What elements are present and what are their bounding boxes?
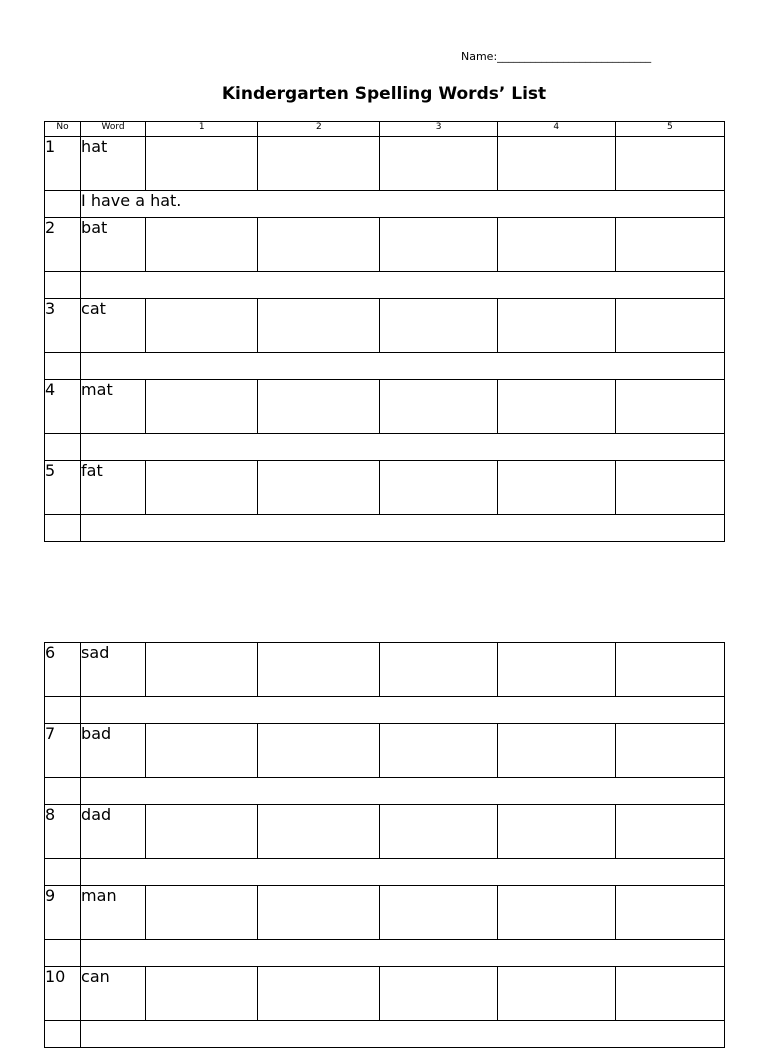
sentence-row [45, 515, 725, 542]
sentence-row [45, 434, 725, 461]
practice-box-4[interactable] [497, 643, 615, 697]
practice-box-3[interactable] [380, 461, 497, 515]
practice-box-4[interactable] [497, 299, 615, 353]
sentence-cell[interactable] [81, 940, 725, 967]
header-practice-5: 5 [615, 122, 724, 137]
sentence-number-cell [45, 191, 81, 218]
spelling-word: fat [81, 461, 146, 515]
sentence-cell[interactable]: I have a hat. [81, 191, 725, 218]
word-number: 9 [45, 886, 81, 940]
practice-box-5[interactable] [615, 724, 724, 778]
sentence-row [45, 1021, 725, 1048]
word-number: 7 [45, 724, 81, 778]
practice-box-2[interactable] [258, 967, 380, 1021]
practice-box-3[interactable] [380, 805, 497, 859]
practice-box-4[interactable] [497, 137, 615, 191]
word-number: 3 [45, 299, 81, 353]
practice-box-2[interactable] [258, 299, 380, 353]
word-row [45, 137, 725, 191]
practice-box-4[interactable] [497, 886, 615, 940]
word-row [45, 967, 725, 1021]
sentence-number-cell [45, 272, 81, 299]
sentence-cell[interactable] [81, 272, 725, 299]
word-number: 6 [45, 643, 81, 697]
practice-box-5[interactable] [615, 461, 724, 515]
name-field-label: Name:____________________________ [461, 50, 652, 63]
practice-box-1[interactable] [146, 805, 258, 859]
practice-box-5[interactable] [615, 643, 724, 697]
spelling-word: man [81, 886, 146, 940]
practice-box-4[interactable] [497, 461, 615, 515]
word-number: 1 [45, 137, 81, 191]
header-practice-4: 4 [497, 122, 615, 137]
practice-box-4[interactable] [497, 967, 615, 1021]
word-number: 2 [45, 218, 81, 272]
header-practice-1: 1 [146, 122, 258, 137]
spelling-word: hat [81, 137, 146, 191]
sentence-number-cell [45, 859, 81, 886]
practice-box-3[interactable] [380, 886, 497, 940]
table-header-row [45, 122, 725, 137]
practice-box-2[interactable] [258, 886, 380, 940]
practice-box-3[interactable] [380, 218, 497, 272]
practice-box-5[interactable] [615, 886, 724, 940]
sentence-cell[interactable] [81, 697, 725, 724]
spelling-table-1 [44, 121, 725, 542]
practice-box-1[interactable] [146, 724, 258, 778]
header-word: Word [81, 122, 146, 137]
practice-box-2[interactable] [258, 218, 380, 272]
sentence-cell[interactable] [81, 859, 725, 886]
practice-box-5[interactable] [615, 380, 724, 434]
practice-box-3[interactable] [380, 380, 497, 434]
spelling-word: bat [81, 218, 146, 272]
spelling-word: bad [81, 724, 146, 778]
sentence-number-cell [45, 434, 81, 461]
spelling-word: can [81, 967, 146, 1021]
sentence-row [45, 697, 725, 724]
word-row [45, 805, 725, 859]
practice-box-2[interactable] [258, 643, 380, 697]
practice-box-1[interactable] [146, 380, 258, 434]
word-row [45, 380, 725, 434]
header-practice-3: 3 [380, 122, 497, 137]
page-title: Kindergarten Spelling Words’ List [221, 84, 547, 104]
sentence-number-cell [45, 940, 81, 967]
sentence-row [45, 353, 725, 380]
word-row [45, 299, 725, 353]
word-row [45, 461, 725, 515]
sentence-number-cell [45, 515, 81, 542]
word-row [45, 724, 725, 778]
sentence-cell[interactable] [81, 515, 725, 542]
practice-box-5[interactable] [615, 137, 724, 191]
practice-box-2[interactable] [258, 380, 380, 434]
practice-box-2[interactable] [258, 805, 380, 859]
sentence-row [45, 778, 725, 805]
practice-box-5[interactable] [615, 218, 724, 272]
word-row [45, 218, 725, 272]
practice-box-3[interactable] [380, 137, 497, 191]
practice-box-1[interactable] [146, 461, 258, 515]
spelling-word: dad [81, 805, 146, 859]
spelling-word: sad [81, 643, 146, 697]
practice-box-4[interactable] [497, 724, 615, 778]
sentence-cell[interactable] [81, 1021, 725, 1048]
sentence-cell[interactable] [81, 353, 725, 380]
spelling-table-2 [44, 642, 725, 1048]
practice-box-3[interactable] [380, 967, 497, 1021]
practice-box-5[interactable] [615, 299, 724, 353]
practice-box-2[interactable] [258, 461, 380, 515]
practice-box-5[interactable] [615, 805, 724, 859]
header-no: No [45, 122, 81, 137]
table-body-1 [45, 137, 725, 542]
sentence-row [45, 940, 725, 967]
word-number: 10 [45, 967, 81, 1021]
sentence-number-cell [45, 697, 81, 724]
sentence-number-cell [45, 353, 81, 380]
practice-box-2[interactable] [258, 137, 380, 191]
word-number: 4 [45, 380, 81, 434]
word-row [45, 643, 725, 697]
sentence-number-cell [45, 1021, 81, 1048]
practice-box-1[interactable] [146, 218, 258, 272]
practice-box-1[interactable] [146, 137, 258, 191]
sentence-row [45, 272, 725, 299]
table-body-2 [45, 643, 725, 1048]
sentence-number-cell [45, 778, 81, 805]
practice-box-3[interactable] [380, 724, 497, 778]
practice-box-4[interactable] [497, 380, 615, 434]
practice-box-4[interactable] [497, 805, 615, 859]
sentence-cell[interactable] [81, 778, 725, 805]
word-number: 8 [45, 805, 81, 859]
practice-box-1[interactable] [146, 967, 258, 1021]
practice-box-2[interactable] [258, 724, 380, 778]
word-row [45, 886, 725, 940]
practice-box-1[interactable] [146, 299, 258, 353]
practice-box-3[interactable] [380, 643, 497, 697]
word-number: 5 [45, 461, 81, 515]
spelling-word: cat [81, 299, 146, 353]
spelling-word: mat [81, 380, 146, 434]
practice-box-1[interactable] [146, 643, 258, 697]
sentence-row [45, 191, 725, 218]
practice-box-5[interactable] [615, 967, 724, 1021]
practice-box-1[interactable] [146, 886, 258, 940]
sentence-cell[interactable] [81, 434, 725, 461]
sentence-row [45, 859, 725, 886]
practice-box-4[interactable] [497, 218, 615, 272]
practice-box-3[interactable] [380, 299, 497, 353]
header-practice-2: 2 [258, 122, 380, 137]
